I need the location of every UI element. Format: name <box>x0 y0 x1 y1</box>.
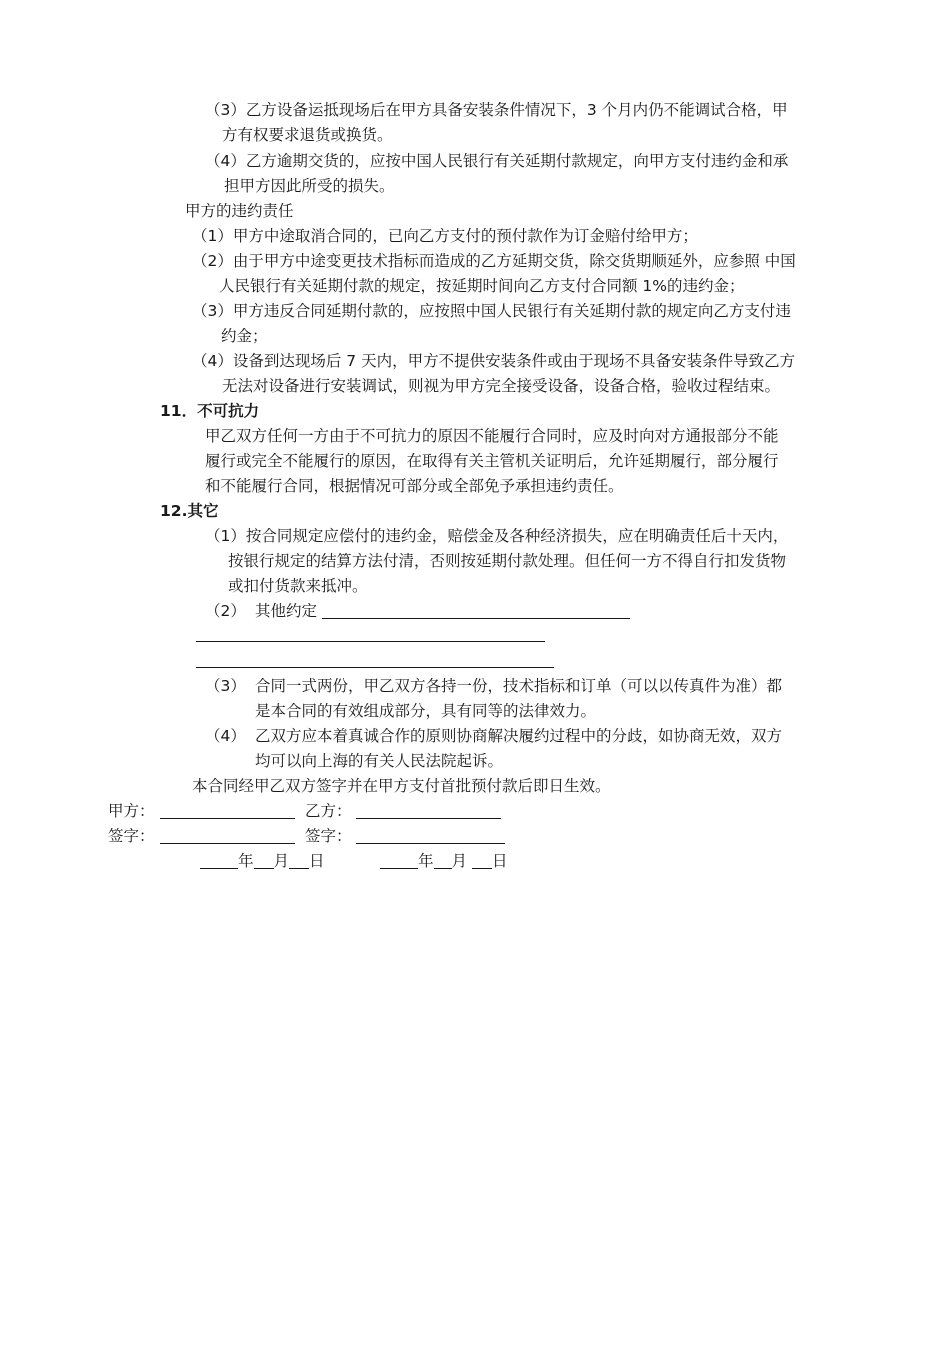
buyer-item4-line2: 无法对设备进行安装调试，则视为甲方完全接受设备，设备合格，验收过程结束。 <box>222 377 781 395</box>
date-a-day-label: 日 <box>309 852 325 870</box>
date-a-month-label: 月 <box>273 852 290 870</box>
date-b-year-blank <box>380 852 418 869</box>
party-a-field <box>160 818 295 819</box>
sign-b-field <box>356 843 505 844</box>
section12-item3-line1: 合同一式两份，甲乙双方各持一份，技术指标和订单（可以以传真件为准）都 <box>255 677 783 695</box>
other-terms-blank-3 <box>196 667 554 668</box>
date-a-month-blank <box>254 852 274 869</box>
section12-item4-line1: 乙双方应本着真诚合作的原则协商解决履约过程中的分歧，如协商无效，双方 <box>255 727 783 745</box>
section12-item2-label: 其他约定 <box>255 602 318 620</box>
section11-line1: 甲乙双方任何一方由于不可抗力的原因不能履行合同时，应及时向对方通报部分不能 <box>205 427 779 445</box>
seller-item3-line2: 方有权要求退货或换货。 <box>222 126 393 144</box>
date-b-year-label: 年 <box>418 852 434 870</box>
section12-item1-line2: 按银行规定的结算方法付清，否则按延期付款处理。但任何一方不得自行扣发货物 <box>228 552 787 570</box>
date-b <box>380 849 508 873</box>
party-a-label: 甲方： <box>108 802 155 820</box>
buyer-item3-line1: （3）甲方违反合同延期付款的，应按照中国人民银行有关延期付款的规定向乙方支付违 <box>192 302 791 320</box>
section12-heading: 12.其它 <box>160 502 219 520</box>
party-b-field <box>356 818 501 819</box>
section11-line2: 履行或完全不能履行的原因，在取得有关主管机关证明后，允许延期履行，部分履行 <box>205 452 779 470</box>
section12-item2-number: （2） <box>205 602 246 620</box>
section11-heading: 11．不可抗力 <box>160 402 260 420</box>
section12-item1-line3: 或扣付货款来抵冲。 <box>228 577 368 595</box>
date-b-month-label: 月 <box>451 852 468 870</box>
other-terms-blank-1 <box>322 618 630 619</box>
other-terms-blank-2 <box>196 641 545 642</box>
date-b-day-label: 日 <box>492 852 508 870</box>
buyer-item2-line1: （2）由于甲方中途变更技术指标而造成的乙方延期交货，除交货期顺延外，应参照 中国 <box>192 252 796 270</box>
buyer-item2-line2: 人民银行有关延期付款的规定，按延期时间向乙方支付合同额 1%的违约金； <box>219 277 745 295</box>
sign-a-label: 签字： <box>108 827 155 845</box>
date-a-day-blank <box>289 852 309 869</box>
buyer-item3-line2: 约金； <box>221 327 268 345</box>
date-a-year-blank <box>200 852 238 869</box>
section11-line3: 和不能履行合同，根据情况可部分或全部免予承担违约责任。 <box>205 477 624 495</box>
date-b-day-blank <box>472 852 492 869</box>
date-a <box>200 849 325 873</box>
seller-item4-line1: （4）乙方逾期交货的，应按中国人民银行有关延期付款规定，向甲方支付违约金和承 <box>205 152 789 170</box>
section12-item3-line2: 是本合同的有效组成部分，具有同等的法律效力。 <box>255 702 597 720</box>
section12-item4-line2: 均可以向上海的有关人民法院起诉。 <box>255 752 504 770</box>
sign-a-field <box>160 843 295 844</box>
effective-clause: 本合同经甲乙双方签字并在甲方支付首批预付款后即日生效。 <box>192 777 611 795</box>
seller-item4-line2: 担甲方因此所受的损失。 <box>224 177 395 195</box>
party-b-label: 乙方： <box>305 802 352 820</box>
date-b-month-blank <box>434 852 452 869</box>
section12-item1-line1: （1）按合同规定应偿付的违约金，赔偿金及各种经济损失，应在明确责任后十天内， <box>205 527 789 545</box>
sign-b-label: 签字： <box>305 827 352 845</box>
section12-item4-number: （4） <box>205 727 246 745</box>
buyer-liability-heading: 甲方的违约责任 <box>185 202 294 220</box>
seller-item3-line1: （3）乙方设备运抵现场后在甲方具备安装条件情况下，3 个月内仍不能调试合格，甲 <box>205 101 788 119</box>
buyer-item1: （1）甲方中途取消合同的，已向乙方支付的预付款作为订金赔付给甲方； <box>192 227 698 245</box>
date-a-year-label: 年 <box>238 852 254 870</box>
section12-item3-number: （3） <box>205 677 246 695</box>
buyer-item4-line1: （4）设备到达现场后 7 天内，甲方不提供安装条件或由于现场不具备安装条件导致乙方 <box>192 352 796 370</box>
